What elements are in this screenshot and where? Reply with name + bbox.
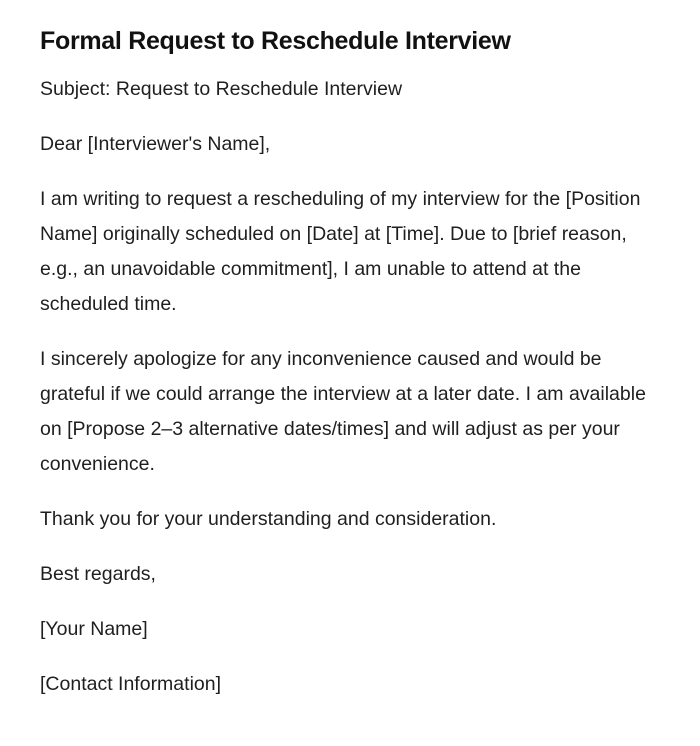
body-paragraph-request: I am writing to request a rescheduling of my interview for the [Position Name] originally scheduled on [Date] at [Time]. Due to [brief reason, e.g., an unavoidable commitment], I am unable to attend at the scheduled time.: [40, 188, 641, 315]
body-paragraph-apology: I sincerely apologize for any inconvenience caused and would be grateful if we could arrange the interview at a later date. I am available on [Propose 2–3 alternative dates/times] and will adjust as per your convenience.: [40, 348, 646, 475]
closing: Best regards,: [40, 563, 156, 585]
signature-name: [Your Name]: [40, 618, 148, 640]
letter-document: [40, 24, 650, 722]
document-title: Formal Request to Reschedule Interview: [40, 27, 511, 55]
signature-contact: [Contact Information]: [40, 673, 222, 695]
body-paragraph-thanks: Thank you for your understanding and consideration.: [40, 508, 497, 530]
subject-line: Subject: Request to Reschedule Interview: [40, 78, 403, 100]
salutation: Dear [Interviewer's Name],: [40, 133, 271, 155]
